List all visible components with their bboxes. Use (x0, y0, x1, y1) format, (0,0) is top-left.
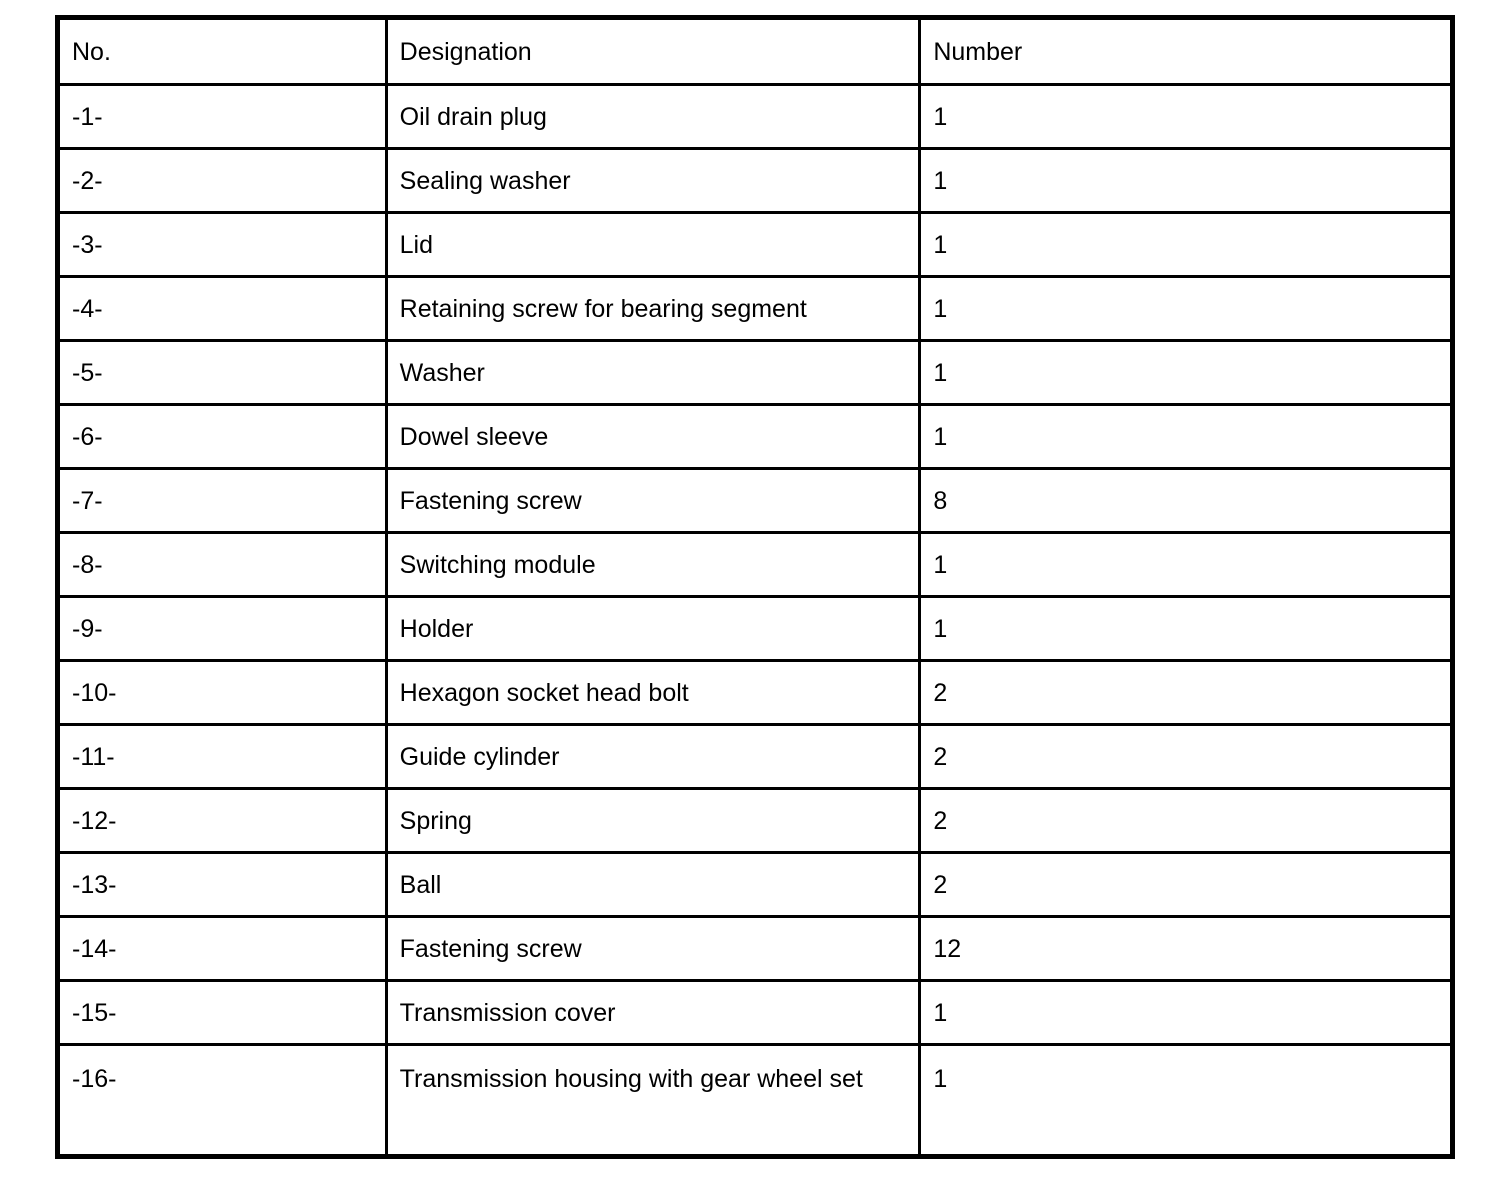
table-row (58, 789, 1453, 853)
table-row (58, 533, 1453, 597)
table-row (58, 853, 1453, 917)
cell-designation: Ball (386, 853, 920, 917)
cell-designation: Sealing washer (386, 149, 920, 213)
table-row (58, 149, 1453, 213)
parts-table (55, 15, 1455, 1159)
cell-no: -11- (58, 725, 387, 789)
cell-number: 8 (920, 469, 1453, 533)
table-header (58, 18, 1453, 85)
cell-designation: Spring (386, 789, 920, 853)
table-row (58, 725, 1453, 789)
table-row (58, 981, 1453, 1045)
cell-designation: Holder (386, 597, 920, 661)
cell-number: 2 (920, 853, 1453, 917)
table-row (58, 597, 1453, 661)
table-row (58, 85, 1453, 149)
cell-no: -8- (58, 533, 387, 597)
cell-no: -10- (58, 661, 387, 725)
cell-no: -2- (58, 149, 387, 213)
header-row (58, 18, 1453, 85)
cell-number: 2 (920, 661, 1453, 725)
cell-no: -13- (58, 853, 387, 917)
cell-designation: Washer (386, 341, 920, 405)
table-row (58, 341, 1453, 405)
header-number: Number (920, 18, 1453, 85)
cell-designation: Switching module (386, 533, 920, 597)
cell-designation: Lid (386, 213, 920, 277)
cell-number: 1 (920, 981, 1453, 1045)
cell-number: 1 (920, 341, 1453, 405)
table-body (58, 85, 1453, 1157)
cell-designation: Guide cylinder (386, 725, 920, 789)
cell-number: 2 (920, 725, 1453, 789)
cell-no: -1- (58, 85, 387, 149)
cell-number: 1 (920, 149, 1453, 213)
cell-number: 2 (920, 789, 1453, 853)
header-no: No. (58, 18, 387, 85)
table-row (58, 277, 1453, 341)
table-row (58, 917, 1453, 981)
cell-designation: Oil drain plug (386, 85, 920, 149)
header-designation: Designation (386, 18, 920, 85)
cell-designation: Transmission housing with gear wheel set (386, 1045, 920, 1157)
table-row (58, 1045, 1453, 1157)
cell-no: -3- (58, 213, 387, 277)
cell-designation: Fastening screw (386, 469, 920, 533)
table-row (58, 405, 1453, 469)
cell-designation: Retaining screw for bearing segment (386, 277, 920, 341)
cell-no: -7- (58, 469, 387, 533)
cell-number: 1 (920, 85, 1453, 149)
cell-designation: Transmission cover (386, 981, 920, 1045)
cell-designation: Fastening screw (386, 917, 920, 981)
cell-no: -12- (58, 789, 387, 853)
cell-number: 1 (920, 405, 1453, 469)
cell-number: 1 (920, 277, 1453, 341)
cell-no: -6- (58, 405, 387, 469)
cell-no: -9- (58, 597, 387, 661)
cell-no: -4- (58, 277, 387, 341)
table-row (58, 661, 1453, 725)
cell-number: 1 (920, 1045, 1453, 1157)
cell-no: -5- (58, 341, 387, 405)
cell-number: 1 (920, 597, 1453, 661)
cell-designation: Dowel sleeve (386, 405, 920, 469)
cell-no: -14- (58, 917, 387, 981)
cell-designation: Hexagon socket head bolt (386, 661, 920, 725)
cell-number: 1 (920, 213, 1453, 277)
cell-number: 12 (920, 917, 1453, 981)
cell-number: 1 (920, 533, 1453, 597)
cell-no: -16- (58, 1045, 387, 1157)
table-row (58, 469, 1453, 533)
table-row (58, 213, 1453, 277)
cell-no: -15- (58, 981, 387, 1045)
